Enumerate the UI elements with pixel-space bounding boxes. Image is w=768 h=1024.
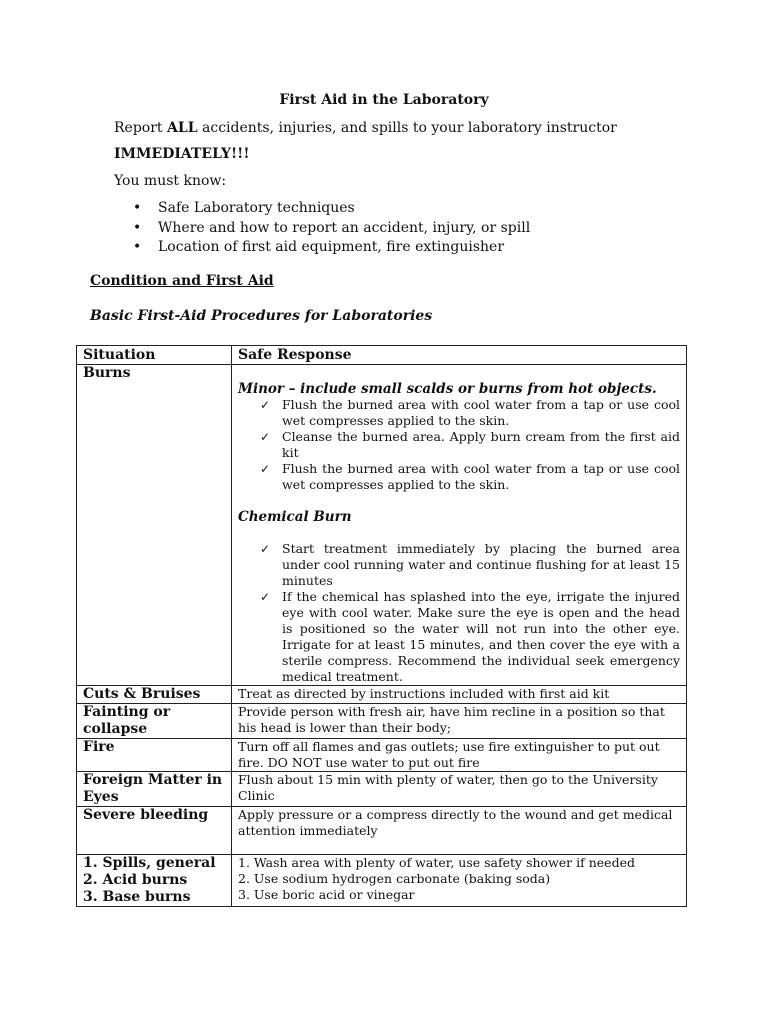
situation-cell: Fainting or collapse (77, 704, 232, 739)
list-item: ✓ Start treatment immediately by placing the burned area under cool running water and continue flushing for at least 15 minutes (260, 541, 680, 588)
list-item: ✓ Flush the burned area with cool water from a tap or use cool wet compresses applied to the skin. (260, 397, 680, 428)
table-header-row (77, 346, 687, 365)
response-cell: Provide person with fresh air, have him recline in a position so that his head is lower than their body; (232, 704, 687, 739)
table-row (77, 686, 687, 704)
must-know-label: You must know: (114, 173, 227, 189)
chemical-burn-title: Chemical Burn (238, 509, 352, 525)
check-icon: ✓ (260, 542, 271, 556)
situation-cell: Fire (77, 739, 232, 772)
procedures-heading: Basic First-Aid Procedures for Laboratories (90, 308, 433, 324)
header-situation: Situation (77, 346, 232, 365)
report-instruction (114, 120, 617, 136)
report-suffix: accidents, injuries, and spills to your laboratory instructor (202, 120, 617, 136)
minor-burn-title: Minor – include small scalds or burns from hot objects. (238, 381, 657, 397)
chemical-burn-list (238, 541, 680, 685)
list-item: 1. Wash area with plenty of water, use safety shower if needed (238, 855, 635, 870)
report-prefix: Report (114, 120, 163, 136)
response-cell: Turn off all flames and gas outlets; use fire extinguisher to put out fire. DO NOT use water to put out fire (232, 739, 687, 772)
response-burns (232, 365, 687, 686)
list-item: 1. Spills, general (83, 855, 216, 871)
list-item: 3. Base burns (83, 889, 191, 905)
page-title: First Aid in the Laboratory (279, 92, 489, 108)
immediately-text: IMMEDIATELY!!! (114, 146, 250, 162)
situation-cell: Severe bleeding (77, 807, 232, 855)
check-icon: ✓ (260, 462, 271, 476)
check-icon: ✓ (260, 590, 271, 604)
situation-spills (77, 855, 232, 907)
table-row (77, 739, 687, 772)
situation-burns: Burns (77, 365, 232, 686)
list-item: 2. Acid burns (83, 872, 188, 888)
list-item: 3. Use boric acid or vinegar (238, 887, 415, 902)
list-item: • Location of first aid equipment, fire extinguisher (130, 238, 530, 258)
must-know-list (130, 199, 530, 258)
response-spills (232, 855, 687, 907)
first-aid-table (76, 345, 687, 907)
list-item: • Safe Laboratory techniques (130, 199, 530, 219)
table-row (77, 807, 687, 855)
minor-burn-list (238, 397, 680, 493)
response-cell: Apply pressure or a compress directly to the wound and get medical attention immediately (232, 807, 687, 855)
check-icon: ✓ (260, 398, 271, 412)
list-item: • Where and how to report an accident, injury, or spill (130, 219, 530, 239)
response-cell: Flush about 15 min with plenty of water, then go to the University Clinic (232, 772, 687, 807)
situation-cell: Foreign Matter in Eyes (77, 772, 232, 807)
situation-cell: Cuts & Bruises (77, 686, 232, 704)
table-row (77, 365, 687, 686)
list-item: 2. Use sodium hydrogen carbonate (baking soda) (238, 871, 551, 886)
check-icon: ✓ (260, 430, 271, 444)
list-item: ✓ Flush the burned area with cool water from a tap or use cool wet compresses applied to the skin. (260, 461, 680, 492)
report-emphasis: ALL (167, 120, 198, 136)
list-item: ✓ Cleanse the burned area. Apply burn cream from the first aid kit (260, 429, 680, 460)
table-row (77, 855, 687, 907)
list-item: ✓ If the chemical has splashed into the eye, irrigate the injured eye with cool water. Make sure the eye is open and the head is positioned so the water will not run into the other eye. Irrigate for at least 15 minutes, and then cover the eye with a sterile compress. Recommend the individual seek emergency medical treatment. (260, 589, 680, 684)
response-cell: Treat as directed by instructions included with first aid kit (232, 686, 687, 704)
section-heading: Condition and First Aid (90, 273, 274, 289)
table-row (77, 772, 687, 807)
table-row (77, 704, 687, 739)
header-safe-response: Safe Response (232, 346, 687, 365)
